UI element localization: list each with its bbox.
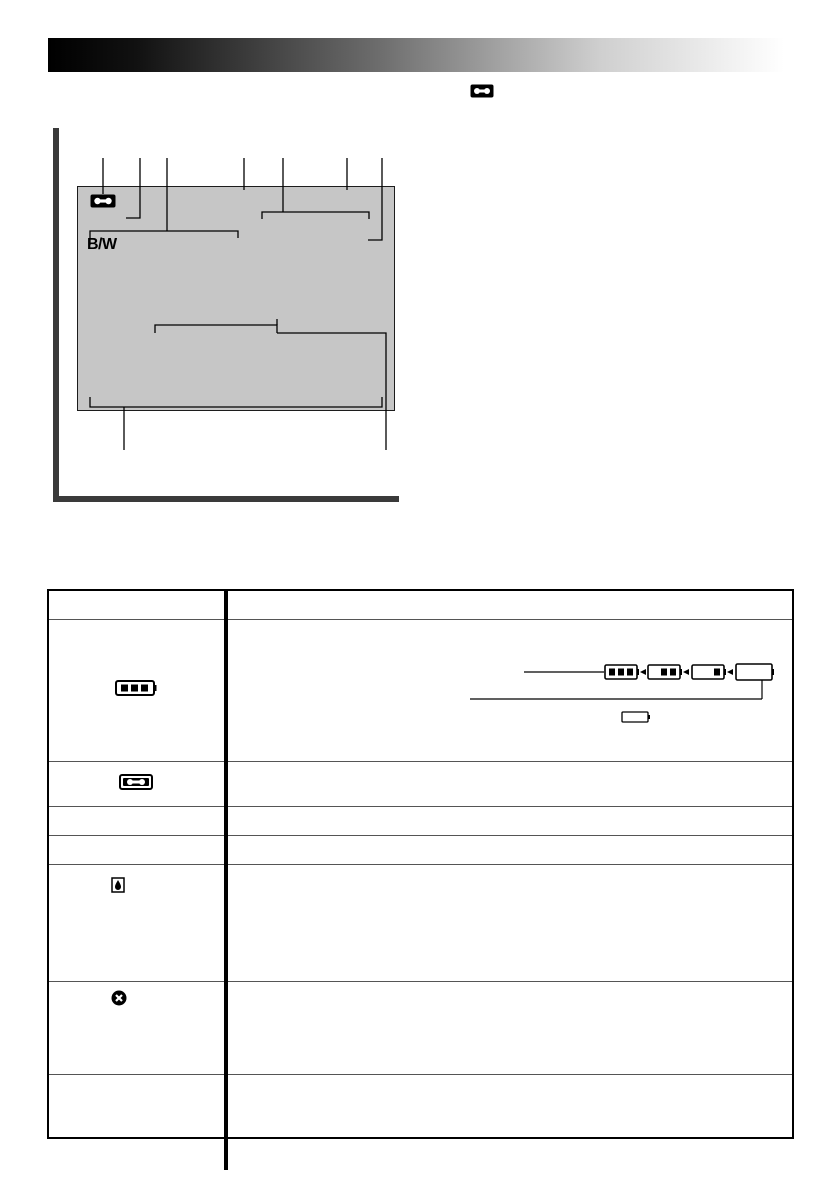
battery-1-bar-icon [692, 665, 726, 679]
condensation-description [226, 865, 794, 982]
warning-description [226, 982, 794, 1075]
table-row [47, 836, 794, 865]
battery-full-icon [115, 680, 157, 696]
blank-description [226, 836, 794, 865]
battery-cell [47, 620, 226, 762]
last-cell [47, 1075, 226, 1171]
table-row [47, 762, 794, 807]
table-header-function [226, 589, 794, 620]
callout-lines [0, 0, 840, 520]
warning-cell [47, 982, 226, 1075]
condensation-cell [47, 865, 226, 982]
battery-2-bars-icon [648, 665, 682, 679]
last-description [226, 1075, 794, 1171]
table-header-indication [47, 589, 226, 620]
battery-3-bars-icon [605, 665, 639, 679]
table-row [47, 807, 794, 836]
blank-cell [47, 836, 226, 865]
tape-cassette-icon [119, 774, 153, 790]
blank-cell [47, 807, 226, 836]
table-header-row [47, 589, 794, 620]
battery-level-flow [227, 660, 787, 740]
table-row [47, 865, 794, 982]
battery-empty-small-icon [622, 712, 650, 722]
tape-description [226, 762, 794, 807]
tape-cell [47, 762, 226, 807]
battery-empty-icon [736, 664, 774, 680]
table-row [47, 982, 794, 1075]
blank-description [226, 807, 794, 836]
bw-indicator: B/W [87, 236, 117, 253]
water-drop-icon [111, 877, 125, 893]
table-row [47, 1075, 794, 1171]
warning-x-icon [111, 990, 127, 1006]
